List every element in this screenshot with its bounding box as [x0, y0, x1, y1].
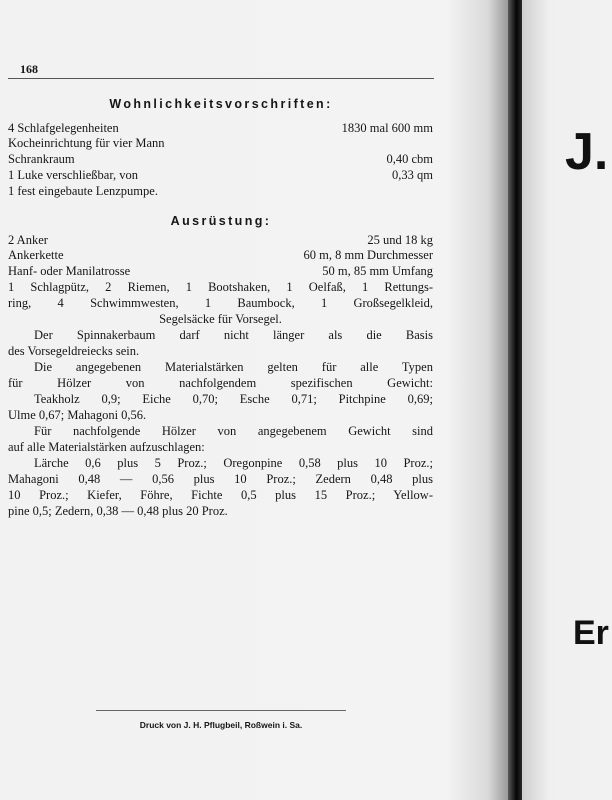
- row-label: Kocheinrichtung für vier Mann: [8, 136, 165, 150]
- row-value: 25 und 18 kg: [367, 233, 433, 247]
- living-row: [8, 136, 433, 151]
- living-row: [8, 168, 433, 183]
- right-page-initial: J.: [565, 123, 609, 181]
- heading-equipment: Ausrüstung:: [170, 214, 272, 228]
- row-label: 2 Anker: [8, 233, 48, 247]
- row-label: Ankerkette: [8, 248, 64, 262]
- book-gutter: [508, 0, 522, 800]
- body-line: Für nachfolgende Hölzer von angegebenem Gewicht sind: [34, 424, 433, 438]
- row-label: 1 fest eingebaute Lenzpumpe.: [8, 184, 158, 198]
- body-line: Ulme 0,67; Mahagoni 0,56.: [8, 408, 147, 422]
- printer-imprint: Druck von J. H. Pflugbeil, Roßwein i. Sa.: [139, 720, 303, 730]
- body-line: Der Spinnakerbaum darf nicht länger als die Basis: [34, 328, 433, 342]
- row-value: 60 m, 8 mm Durchmesser: [303, 248, 433, 262]
- right-page: [522, 0, 612, 800]
- body-line: 1 Schlagpütz, 2 Riemen, 1 Bootshaken, 1 Oelfaß, 1 Rettungs-: [8, 280, 433, 294]
- row-value: 0,40 cbm: [386, 152, 433, 166]
- body-line: Teakholz 0,9; Eiche 0,70; Esche 0,71; Pitchpine 0,69;: [34, 392, 433, 406]
- body-line: Lärche 0,6 plus 5 Proz.; Oregonpine 0,58 plus 10 Proz.;: [34, 456, 433, 470]
- body-line: 10 Proz.; Kiefer, Föhre, Fichte 0,5 plus 15 Proz.; Yellow-: [8, 488, 433, 502]
- equipment-row: [8, 264, 433, 279]
- body-line: auf alle Materialstärken aufzuschlagen:: [8, 440, 205, 454]
- row-label: 1 Luke verschließbar, von: [8, 168, 139, 182]
- equipment-row: [8, 248, 433, 263]
- heading-living-rules: Wohnlichkeitsvorschriften:: [109, 97, 333, 111]
- header-rule: [8, 78, 434, 79]
- row-value: 0,33 qm: [392, 168, 433, 182]
- body-line: des Vorsegeldreiecks sein.: [8, 344, 140, 358]
- row-value: 1830 mal 600 mm: [341, 121, 433, 135]
- equipment-row: [8, 233, 433, 248]
- row-label: Schrankraum: [8, 152, 75, 166]
- living-row: [8, 121, 433, 136]
- living-row: [8, 152, 433, 167]
- body-line: Mahagoni 0,48 — 0,56 plus 10 Proz.; Zedern 0,48 plus: [8, 472, 433, 486]
- footer-rule: [96, 710, 346, 711]
- page-number: 168: [20, 62, 38, 76]
- body-line: Die angegebenen Materialstärken gelten für alle Typen: [34, 360, 433, 374]
- row-label: 4 Schlafgelegenheiten: [8, 121, 119, 135]
- row-label: Hanf- oder Manilatrosse: [8, 264, 131, 278]
- body-line: Segelsäcke für Vorsegel.: [159, 312, 282, 326]
- row-value: 50 m, 85 mm Umfang: [322, 264, 433, 278]
- living-row: [8, 184, 433, 199]
- right-page-word: Er: [573, 614, 609, 652]
- body-line: ring, 4 Schwimmwesten, 1 Baumbock, 1 Großsegelkleid,: [8, 296, 433, 310]
- body-line: pine 0,5; Zedern, 0,38 — 0,48 plus 20 Proz.: [8, 504, 228, 518]
- body-line: für Hölzer von nachfolgendem spezifischen Gewicht:: [8, 376, 433, 390]
